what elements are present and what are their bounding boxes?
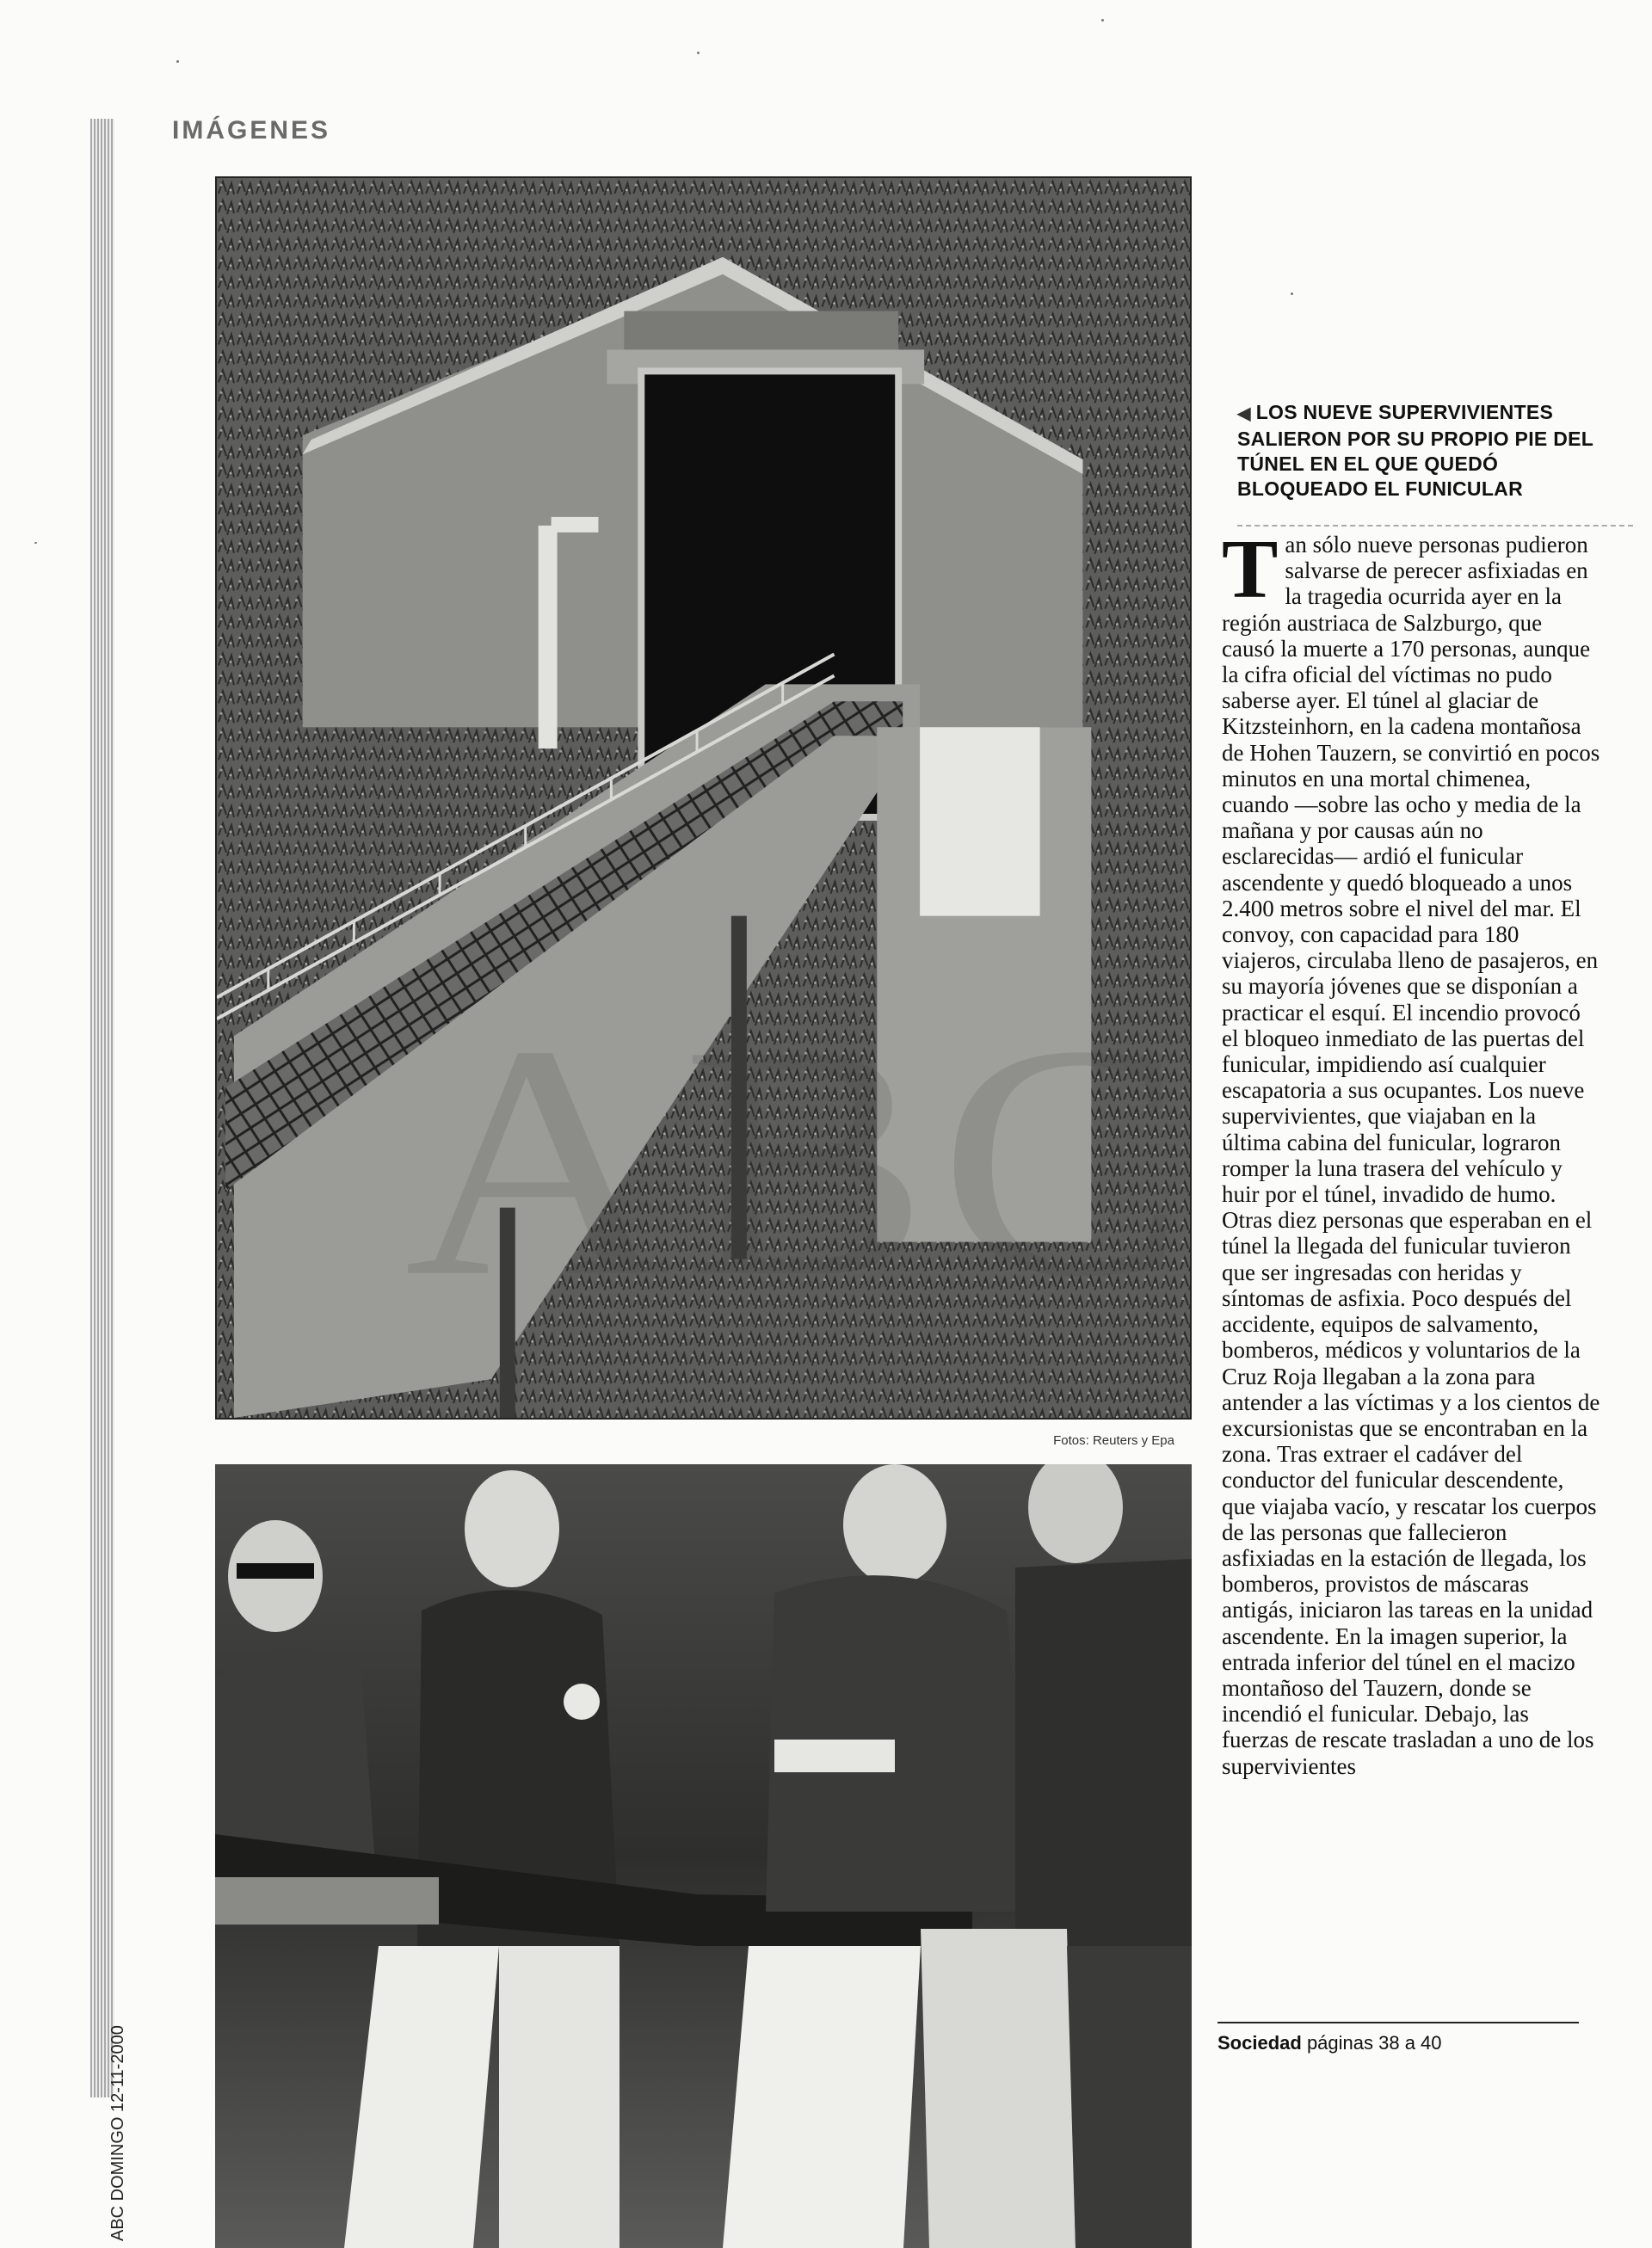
rescue-workers-photo (215, 1464, 1192, 2248)
scan-speck (176, 60, 179, 63)
headline-arrow-icon: ◀ (1237, 404, 1251, 423)
article-body (1222, 523, 1600, 1779)
page-edge-bar (90, 119, 114, 2097)
article-headline (1237, 400, 1599, 502)
funicular-tunnel-photo (215, 176, 1192, 1420)
scan-speck (1101, 19, 1104, 22)
tunnel-photo-art (217, 178, 1190, 1418)
headline-divider (1237, 525, 1633, 527)
section-label: IMÁGENES (172, 116, 331, 145)
headline-text: LOS NUEVE SUPERVIVIENTES SALIERON POR SU PROPIO PIE DEL TÚNEL EN EL QUE QUEDÓ BLOQUEADO EL FUNICULAR (1237, 401, 1593, 500)
page-folio: ABC DOMINGO 12-11-2000 (108, 2025, 127, 2241)
section-ref-name: Sociedad (1217, 2032, 1302, 2054)
section-reference (1217, 2032, 1442, 2054)
scan-speck (34, 542, 37, 544)
drop-cap: T (1222, 523, 1279, 616)
footer-divider (1217, 2022, 1579, 2023)
photo-credit: Fotos: Reuters y Epa (1053, 1433, 1174, 1448)
scan-speck (1291, 293, 1293, 295)
section-ref-pages: páginas 38 a 40 (1306, 2032, 1442, 2054)
rescue-photo-art (215, 1464, 1192, 2248)
scan-speck (697, 52, 700, 54)
article-body-text: an sólo nueve personas pudieron salvarse de perecer asfixiadas en la tragedia ocurrida ayer en la región austriaca de Salzburgo, que causó la muerte a 170 personas, aunque la cifra oficial del víctimas no pudo saberse ayer. El túnel al glaciar de Kitzsteinhorn, en la cadena montañosa de Hohen Tauzern, se convirtió en pocos minutos en una mortal chimenea, cuando —sobre las ocho y media de la mañana y por causas aún no esclarecidas— ardió el funicular ascendente y quedó bloqueado a unos 2.400 metros sobre el nivel del mar. El convoy, con capacidad para 180 viajeros, circulaba lleno de pasajeros, en su mayoría jóvenes que se disponían a practicar el esquí. El incendio provocó el bloqueo inmediato de las puertas del funicular, impidiendo así cualquier escapatoria a sus ocupantes. Los nueve supervivientes, que viajaban en la última cabina del funicular, lograron romper la luna trasera del vehículo y huir por el túnel, invadido de humo. Otras diez personas que esperaban en el túnel la llegada del funicular tuvieron que ser ingresadas con heridas y síntomas de asfixia. Poco después del accidente, equipos de salvamento, bomberos, médicos y voluntarios de la Cruz Roja llegaban a la zona para antender a las víctimas y a los cientos de excursionistas que se encontraban en la zona. Tras extraer el cadáver del conductor del funicular descendente, que viajaba vacío, y rescatar los cuerpos de las personas que fallecieron asfixiadas en la estación de llegada, los bomberos, provistos de máscaras antigás, iniciaron las tareas en la unidad ascendente. En la imagen superior, la entrada inferior del túnel en el macizo montañoso del Tauzern, donde se incendió el funicular. Debajo, las fuerzas de rescate trasladan a uno de los supervivientes (1222, 532, 1600, 1779)
